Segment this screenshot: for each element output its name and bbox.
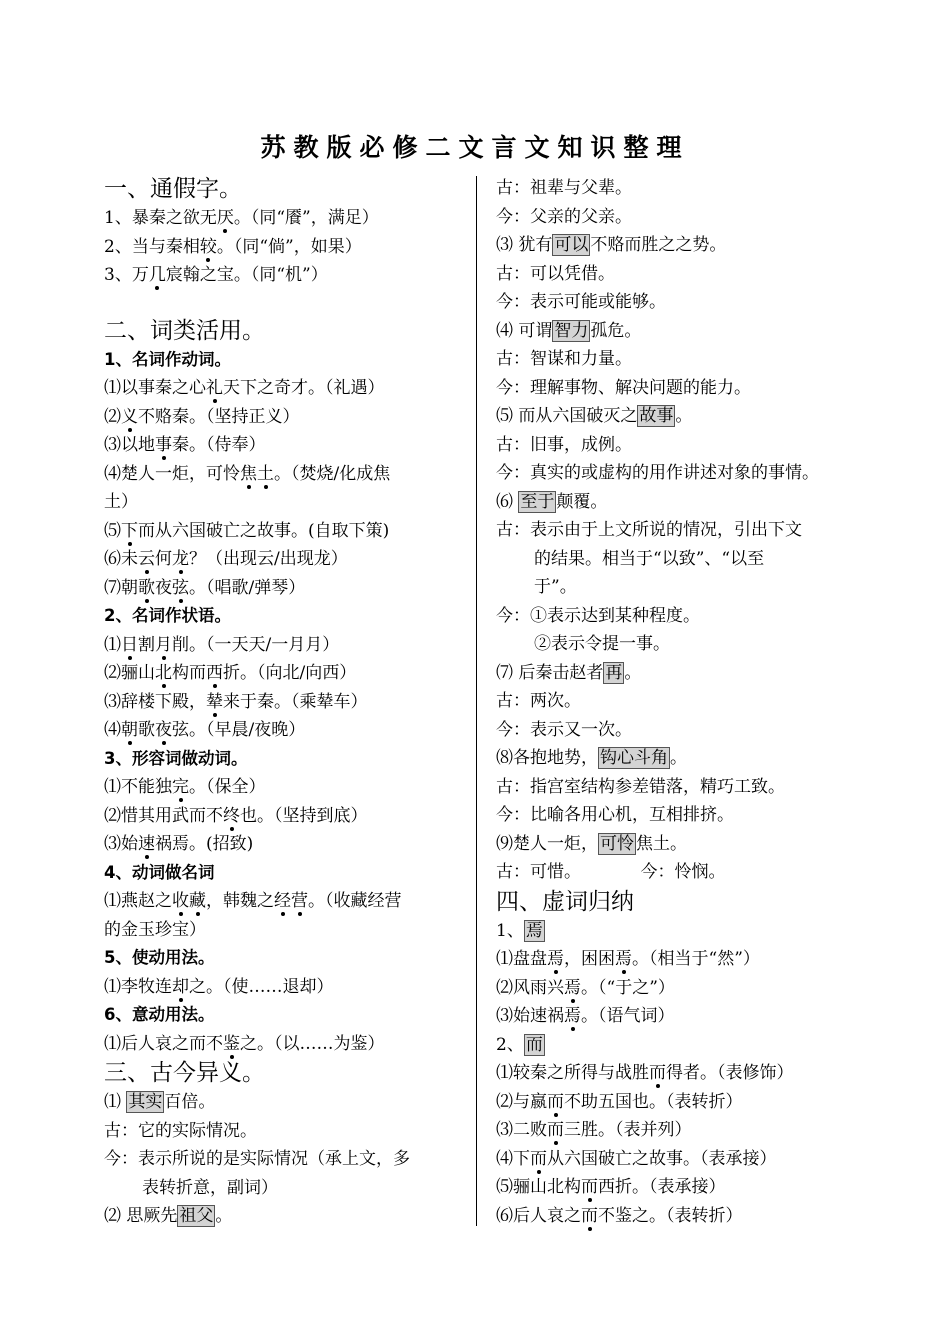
text-segment: ②表示令提一事。 <box>534 634 670 654</box>
text-segment: 之。（以……为鉴） <box>240 1033 385 1054</box>
emphasis-dot-char: 而 <box>530 1148 547 1169</box>
emphasis-dot-char: 焦 <box>240 463 257 484</box>
text-segment: 。 <box>624 662 642 683</box>
text-segment: 折。（向北/向西） <box>223 663 357 683</box>
verb-as-noun-list <box>104 887 462 944</box>
function-word-er-list <box>496 1059 856 1230</box>
text-line <box>496 858 856 887</box>
text-segment: 也。（坚持到底） <box>240 805 368 826</box>
subheading-putative-usage: 6、意动用法。 <box>104 1005 215 1024</box>
emphasis-dot-char: 朝 <box>121 720 138 740</box>
text-line <box>496 974 856 1003</box>
text-segment: 1、暴秦之欲无 <box>104 208 217 228</box>
text-line <box>496 402 856 431</box>
text-line <box>496 687 856 716</box>
emphasis-dot-char: 而 <box>649 1063 666 1083</box>
text-line <box>496 260 856 289</box>
text-segment: ⑸ <box>104 520 121 541</box>
text-segment: ⑵ <box>104 406 121 427</box>
text-line <box>496 231 856 260</box>
text-line <box>104 374 462 403</box>
emphasis-dot-char: 厌 <box>216 208 234 228</box>
putative-usage-list <box>104 1030 462 1059</box>
emphasis-dot-char: 日 <box>121 634 138 655</box>
text-segment: 。（相当于“然”） <box>632 949 760 969</box>
text-segment: 古：祖辈与父辈。 <box>496 178 632 198</box>
text-line <box>496 801 856 830</box>
emphasis-dot-char: 夜 <box>155 720 172 740</box>
text-segment: ⑴盘盘 <box>496 949 547 969</box>
emphasis-dot-char: 下 <box>121 520 138 541</box>
highlighted-term: 智力 <box>554 320 589 341</box>
text-segment: ⑴较秦之所得与战胜 <box>496 1063 649 1083</box>
text-line <box>496 516 856 545</box>
text-line <box>496 630 856 659</box>
text-line <box>496 716 856 745</box>
text-segment: 不鉴之。（表转折） <box>598 1205 743 1226</box>
emphasis-dot-char: 几 <box>148 265 166 285</box>
text-segment: 颠覆。 <box>556 491 608 512</box>
text-line <box>496 1202 856 1231</box>
emphasis-dot-char: 事 <box>155 435 172 455</box>
emphasis-dot-char: 弦 <box>172 577 189 598</box>
text-segment: 今：表示所说的是实际情况（承上文，多 <box>104 1149 410 1169</box>
text-segment: ⑶始 <box>104 834 138 854</box>
text-segment: 三胜。（表并列） <box>564 1120 692 1140</box>
text-line <box>496 345 856 374</box>
text-segment: 。（语气词） <box>581 1006 675 1026</box>
text-line <box>104 233 462 262</box>
text-line <box>496 1145 856 1174</box>
text-line <box>104 773 462 802</box>
text-segment: 祸焉。(招致) <box>155 834 254 854</box>
causative-usage-list <box>104 973 462 1002</box>
text-segment: 不赂而胜之之势。 <box>590 235 727 255</box>
text-segment: 西折。（表承接） <box>598 1177 726 1197</box>
text-segment: ⑵惜其用武而不 <box>104 805 223 826</box>
text-segment: 之。（使……退却） <box>189 976 334 997</box>
text-line <box>496 659 856 688</box>
text-line <box>104 716 462 745</box>
highlighted-term: 焉 <box>525 920 543 941</box>
text-line <box>104 1174 462 1203</box>
noun-as-adverbial-list <box>104 631 462 745</box>
section-heading-cileihuoyong: 二、词类活用。 <box>104 317 265 344</box>
text-segment: 夜 <box>155 577 172 598</box>
text-segment: 2、 <box>496 1034 524 1055</box>
text-segment: 今：理解事物、解决问题的能力。 <box>496 377 751 398</box>
text-segment: 百倍。 <box>164 1092 216 1112</box>
text-line <box>104 1088 462 1117</box>
highlighted-term: 其实 <box>128 1092 163 1112</box>
text-segment: 古：表示由于上文所说的情况，引出下文 <box>496 520 802 540</box>
text-line <box>104 887 462 916</box>
function-word-label-yan <box>496 917 856 946</box>
emphasis-dot-char: 较 <box>199 236 217 257</box>
text-segment: ⑷ <box>104 720 121 740</box>
emphasis-dot-char: 鉴 <box>223 1033 240 1054</box>
subheading-adjective-as-verb: 3、形容词做动词。 <box>104 748 248 768</box>
text-segment: 宸翰之宝。（同“机”） <box>165 265 328 285</box>
emphasis-dot-char: 而 <box>581 1205 598 1226</box>
text-segment: ⑵ 思厥先 <box>104 1206 178 1226</box>
text-segment: 古：指宫室结构参差错落，精巧工致。 <box>496 776 785 797</box>
text-line <box>496 1088 856 1117</box>
text-line <box>104 916 462 945</box>
highlighted-term: 再 <box>605 662 623 683</box>
subheading-noun-as-verb: 1、名词作动词。 <box>104 349 231 369</box>
text-segment: 。（“于之”） <box>581 977 675 998</box>
noun-as-verb-list <box>104 374 462 602</box>
text-segment: 古：可惜。 今：怜悯。 <box>496 862 726 882</box>
text-line <box>104 460 462 489</box>
text-segment: 割 <box>138 634 155 655</box>
text-segment: ⑴ <box>104 1092 127 1112</box>
text-segment: ⑶ 犹有 <box>496 235 553 255</box>
text-segment: ⑶辞楼下殿， <box>104 691 206 712</box>
column-divider <box>476 176 477 1226</box>
highlighted-term: 可以 <box>554 235 589 255</box>
text-segment: ⑶始速祸 <box>496 1006 564 1026</box>
text-segment: ⑹ <box>496 491 519 512</box>
function-word-yan-list <box>496 945 856 1031</box>
emphasis-dot-char: 义 <box>121 406 138 427</box>
text-line <box>496 1116 856 1145</box>
text-line <box>104 545 462 574</box>
left-column <box>104 174 462 1231</box>
text-segment: ⑻各抱地势， <box>496 748 598 768</box>
text-segment: 2、当与秦相 <box>104 236 200 257</box>
text-segment: 焦土。 <box>636 833 687 854</box>
emphasis-dot-char: 而 <box>581 1177 598 1197</box>
emphasis-dot-char: 龙 <box>172 549 189 569</box>
text-segment: 古：旧事，成例。 <box>496 434 632 455</box>
emphasis-dot-char: 土 <box>257 463 274 484</box>
emphasis-dot-char: 速 <box>138 834 155 854</box>
subheading-noun-as-adverbial: 2、名词作状语。 <box>104 606 231 625</box>
section-heading-xuciguina: 四、虚词归纳 <box>496 888 634 915</box>
text-line <box>104 574 462 603</box>
text-line <box>496 545 856 574</box>
text-segment: 的金玉珍宝） <box>104 919 206 940</box>
text-line <box>496 288 856 317</box>
text-segment: 古：可以凭借。 <box>496 263 615 284</box>
text-line <box>496 203 856 232</box>
text-line <box>496 945 856 974</box>
text-segment: ，困困 <box>564 949 615 969</box>
text-segment: 从六国破亡之故事。（表承接） <box>547 1148 777 1169</box>
emphasis-dot-char: 焉 <box>564 977 581 998</box>
emphasis-dot-char: 西 <box>206 663 223 683</box>
tongjiazi-list <box>104 204 462 290</box>
text-line <box>496 174 856 203</box>
text-line <box>496 773 856 802</box>
text-segment: ⑴不能独 <box>104 777 172 797</box>
text-segment: 。（同“倘”，如果） <box>216 236 362 257</box>
text-line <box>104 659 462 688</box>
highlighted-term: 钩心斗角 <box>600 748 668 768</box>
text-segment: 歌 <box>138 720 155 740</box>
text-segment: 得者。（表修饰） <box>666 1063 794 1083</box>
text-segment: 弦。（早晨/夜晚） <box>172 720 306 740</box>
text-segment: ⑺ 后秦击赵者 <box>496 662 604 683</box>
text-segment: 3、万 <box>104 265 149 285</box>
text-line <box>104 517 462 546</box>
text-segment: ⑶以地 <box>104 435 155 455</box>
text-line <box>104 830 462 859</box>
text-segment: ⑹未 <box>104 549 138 569</box>
text-segment: 今：比喻各用心机，互相排挤。 <box>496 805 734 825</box>
highlighted-term: 至于 <box>520 491 555 512</box>
text-line <box>104 973 462 1002</box>
text-line <box>496 317 856 346</box>
emphasis-dot-char: 焉 <box>547 949 564 969</box>
text-line <box>496 830 856 859</box>
text-line <box>104 802 462 831</box>
emphasis-dot-char: 而 <box>547 1120 564 1140</box>
text-segment: 不赂秦。（坚持正义） <box>138 406 300 427</box>
text-segment: 古：它的实际情况。 <box>104 1120 257 1141</box>
text-segment: 古：两次。 <box>496 691 581 711</box>
text-segment: ⑵与嬴 <box>496 1091 547 1112</box>
subheading-verb-as-noun: 4、动词做名词 <box>104 862 215 882</box>
text-segment: 。（收藏经营 <box>308 891 402 911</box>
text-segment: 。 <box>670 748 687 768</box>
text-line <box>496 1059 856 1088</box>
function-word-label-er <box>496 1031 856 1060</box>
emphasis-dot-char: 辇 <box>206 691 223 712</box>
emphasis-dot-char: 收 <box>172 891 189 911</box>
right-column <box>496 174 856 1230</box>
subheading-causative-usage: 5、使动用法。 <box>104 948 215 967</box>
emphasis-dot-char: 经 <box>274 891 291 911</box>
emphasis-dot-char: 歌 <box>138 577 155 598</box>
highlighted-term: 可怜 <box>600 833 634 854</box>
text-segment: 今：表示又一次。 <box>496 719 632 740</box>
adjective-as-verb-list <box>104 773 462 859</box>
text-segment: 而从六国破亡之故事。(自取下策) <box>138 520 390 541</box>
text-line <box>104 403 462 432</box>
text-segment: ⑴ <box>104 634 121 655</box>
section-heading-tongjiazi: 一、通假字。 <box>104 176 242 202</box>
section-heading-gujinyiyi: 三、古今异义。 <box>104 1060 265 1086</box>
gujinyiyi-list-right <box>496 174 856 887</box>
text-line <box>496 459 856 488</box>
text-segment: ⑸骊山北构 <box>496 1177 581 1197</box>
gujinyiyi-list-left <box>104 1088 462 1231</box>
text-segment: ，韩魏之 <box>206 891 274 911</box>
text-segment: ⑵骊山 <box>104 663 155 683</box>
text-segment: ⑴燕赵之 <box>104 891 172 911</box>
text-segment: ⑼楚人一炬， <box>496 833 598 854</box>
text-segment: 。（焚烧/化成焦 <box>274 463 391 484</box>
text-line <box>104 1202 462 1231</box>
emphasis-dot-char: 焉 <box>564 1006 581 1026</box>
text-line <box>104 1117 462 1146</box>
text-segment: 来于秦。（乘辇车） <box>223 691 368 712</box>
text-segment: 今：真实的或虚构的用作讲述对象的事情。 <box>496 463 819 483</box>
text-segment: ⑸ 而从六国破灭之 <box>496 406 638 426</box>
highlighted-term: 而 <box>525 1034 543 1055</box>
text-line <box>496 573 856 602</box>
text-segment: 土） <box>104 492 138 512</box>
emphasis-dot-char: 却 <box>172 976 189 997</box>
text-segment: 古：智谋和力量。 <box>496 349 632 369</box>
emphasis-dot-char: 终 <box>223 805 240 826</box>
text-segment: 1、 <box>496 920 524 941</box>
emphasis-dot-char: 焉 <box>615 949 632 969</box>
text-line <box>104 261 462 290</box>
emphasis-dot-char: 藏 <box>189 891 206 911</box>
text-line <box>104 1030 462 1059</box>
emphasis-dot-char: 营 <box>291 891 308 911</box>
text-segment: 削。（一天天/一月月） <box>172 634 340 655</box>
text-line <box>496 374 856 403</box>
text-segment: ⑷ 可谓 <box>496 320 553 341</box>
text-segment: 秦。（侍奉） <box>172 435 266 455</box>
text-segment: 。 <box>675 406 693 426</box>
text-segment: 的结果。相当于“以致”、“以至 <box>534 548 765 569</box>
text-segment: 今：表示可能或能够。 <box>496 292 666 312</box>
text-segment: 今：①表示达到某种程度。 <box>496 605 700 626</box>
text-line <box>496 602 856 631</box>
text-segment: 天下之奇才。（礼遇） <box>223 378 385 398</box>
text-segment: 不助五国也。（表转折） <box>564 1091 743 1112</box>
emphasis-dot-char: 礼 <box>206 378 223 398</box>
highlighted-term: 故事 <box>639 406 674 426</box>
emphasis-dot-char: 北 <box>155 663 172 683</box>
text-line <box>496 744 856 773</box>
emphasis-dot-char: 月 <box>155 634 172 655</box>
text-line <box>104 431 462 460</box>
emphasis-dot-char: 完 <box>172 777 189 797</box>
text-line <box>496 1173 856 1202</box>
text-segment: 。（同“餍”，满足） <box>233 208 379 228</box>
text-segment: ⑶二败 <box>496 1120 547 1140</box>
text-segment: 今：父亲的父亲。 <box>496 206 632 227</box>
text-segment: 构而 <box>172 663 206 683</box>
text-segment: ⑴李牧连 <box>104 976 172 997</box>
text-segment: ⑹后人哀之 <box>496 1205 581 1226</box>
text-segment: ⑴以事秦之心 <box>104 378 206 398</box>
text-line <box>496 488 856 517</box>
text-segment: ⑷下 <box>496 1148 530 1169</box>
text-line <box>496 1002 856 1031</box>
emphasis-dot-char: 云 <box>138 549 155 569</box>
text-line <box>104 1145 462 1174</box>
text-segment: ？（出现云/出现龙） <box>189 549 348 569</box>
text-segment: 表转折意，副词） <box>142 1177 278 1198</box>
text-line <box>104 688 462 717</box>
emphasis-dot-char: 而 <box>547 1091 564 1112</box>
text-segment: ⑷楚人一炬，可怜 <box>104 463 240 484</box>
text-segment: 。 <box>215 1206 233 1226</box>
text-segment: ⑺朝 <box>104 577 138 598</box>
page-title: 苏教版必修二文言文知识整理 <box>260 133 690 162</box>
text-line <box>496 431 856 460</box>
text-line <box>104 204 462 233</box>
text-segment: 孤危。 <box>590 320 642 341</box>
text-line <box>104 631 462 660</box>
text-segment: 何 <box>155 549 172 569</box>
text-segment: ⑵风雨兴 <box>496 977 564 998</box>
highlighted-term: 祖父 <box>179 1206 214 1226</box>
text-segment: 。（唱歌/弹琴） <box>189 577 306 598</box>
text-segment: 于”。 <box>534 577 577 597</box>
text-line <box>104 488 462 517</box>
text-segment: ⑴后人哀之而不 <box>104 1033 223 1054</box>
text-segment: 。（保全） <box>189 777 266 797</box>
